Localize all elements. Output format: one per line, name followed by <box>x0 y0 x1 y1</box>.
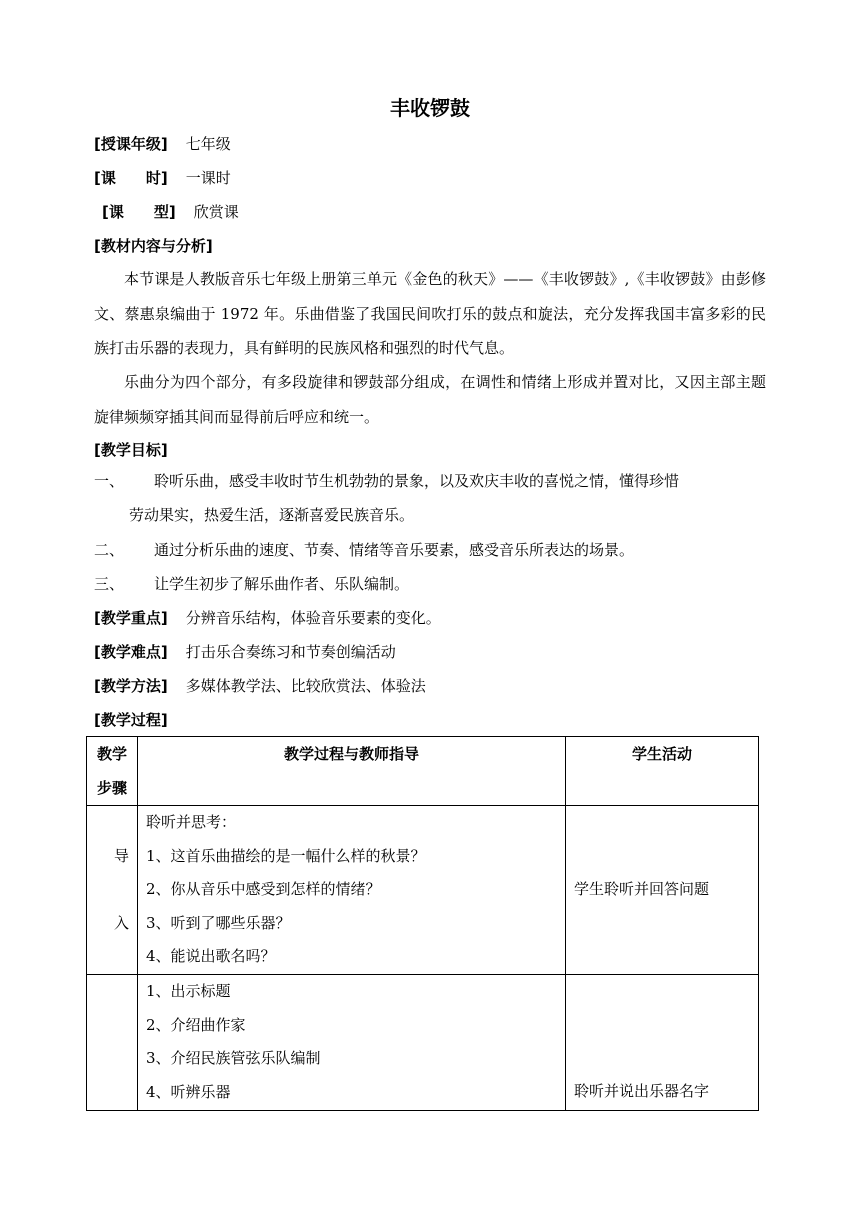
objective-num-3: 三、 <box>94 575 125 593</box>
key-point-row <box>94 608 441 628</box>
table-row <box>87 975 759 1111</box>
objective-text-1: 聆听乐曲，感受丰收时节生机勃勃的景象，以及欢庆丰收的喜悦之情，懂得珍惜 <box>154 472 680 490</box>
type-label: [课 型] <box>102 203 176 221</box>
step-cell-2 <box>87 975 138 1111</box>
hours-row <box>94 168 231 188</box>
page-title: 丰收锣鼓 <box>390 96 470 120</box>
list-item: 3、听到了哪些乐器？ <box>146 913 291 932</box>
student-cell-2 <box>566 975 759 1111</box>
list-item: 4、能说出歌名吗？ <box>146 947 276 965</box>
analysis-heading-text: [教材内容与分析] <box>94 237 213 255</box>
list-item: 1、这首乐曲描绘的是一幅什么样的秋景？ <box>146 846 426 865</box>
header-step-line1: 教学 <box>96 745 127 763</box>
key-point-value: 分辨音乐结构，体验音乐要素的变化。 <box>185 609 441 627</box>
step-intro-char1: 导 <box>113 847 129 865</box>
header-step <box>87 737 138 806</box>
analysis-heading <box>94 236 213 256</box>
objective-item-2 <box>94 533 766 568</box>
objective-num-1: 一、 <box>94 472 125 490</box>
analysis-paragraph-1: 本节课是人教版音乐七年级上册第三单元《金色的秋天》——《丰收锣鼓》,《丰收锣鼓》由彭修文、蔡惠泉编曲于 1972 年。乐曲借鉴了我国民间吹打乐的鼓点和旋法，充分发挥我国丰富多彩的民族打击乐器的表现力，具有鲜明的民族风格和强烈的时代气息。 <box>94 270 766 357</box>
process-table <box>86 736 759 1111</box>
analysis-paragraph-2: 乐曲分为四个部分，有多段旋律和锣鼓部分组成，在调性和情绪上形成并置对比，又因主部主题旋律频频穿插其间而显得前后呼应和统一。 <box>94 373 766 426</box>
hours-label: [课 时] <box>94 169 168 187</box>
objective-item-3 <box>94 567 766 602</box>
process-heading-text: [教学过程] <box>94 711 168 729</box>
difficulty-value: 打击乐合奏练习和节奏创编活动 <box>185 643 396 661</box>
step-cell-intro <box>87 806 138 975</box>
objective-text-2: 通过分析乐曲的速度、节奏、情绪等音乐要素，感受音乐所表达的场景。 <box>154 541 635 559</box>
method-row <box>94 676 426 696</box>
list-item: 2、你从音乐中感受到怎样的情绪？ <box>146 880 381 898</box>
step-intro-char2: 入 <box>113 913 129 932</box>
type-value: 欣赏课 <box>193 203 239 221</box>
objectives-heading <box>94 440 168 460</box>
header-guide: 教学过程与教师指导 <box>138 737 566 806</box>
table-header-row <box>87 737 759 806</box>
method-value: 多媒体教学法、比较欣赏法、体验法 <box>185 677 426 695</box>
process-heading <box>94 710 168 730</box>
objective-num-2: 二、 <box>94 541 125 559</box>
list-item: 3、介绍民族管弦乐队编制 <box>146 1049 321 1067</box>
key-point-label: [教学重点] <box>94 609 168 627</box>
header-student: 学生活动 <box>566 737 759 806</box>
list-item: 聆听并思考： <box>146 813 237 831</box>
guide-cell-intro <box>138 806 566 975</box>
difficulty-label: [教学难点] <box>94 643 168 661</box>
objective-text-3: 让学生初步了解乐曲作者、乐队编制。 <box>154 575 410 593</box>
student-activity-text: 聆听并说出乐器名字 <box>574 1082 710 1100</box>
difficulty-row <box>94 642 396 662</box>
grade-row <box>94 134 231 154</box>
student-cell-intro <box>566 806 759 975</box>
list-item: 4、听辨乐器 <box>146 1082 231 1101</box>
grade-value: 七年级 <box>185 135 231 153</box>
header-step-line2: 步骤 <box>96 779 127 797</box>
method-label: [教学方法] <box>94 677 168 695</box>
objectives-heading-text: [教学目标] <box>94 441 168 459</box>
objective-text-1-cont: 劳动果实，热爱生活，逐渐喜爱民族音乐。 <box>129 506 415 524</box>
student-activity-text: 学生聆听并回答问题 <box>574 880 710 898</box>
guide-cell-2 <box>138 975 566 1111</box>
type-row <box>102 202 239 222</box>
hours-value: 一课时 <box>185 169 231 187</box>
list-item: 2、介绍曲作家 <box>146 1015 246 1034</box>
objective-item-1 <box>94 464 766 499</box>
list-item: 1、出示标题 <box>146 982 231 1000</box>
grade-label: [授课年级] <box>94 135 168 153</box>
table-row <box>87 806 759 975</box>
